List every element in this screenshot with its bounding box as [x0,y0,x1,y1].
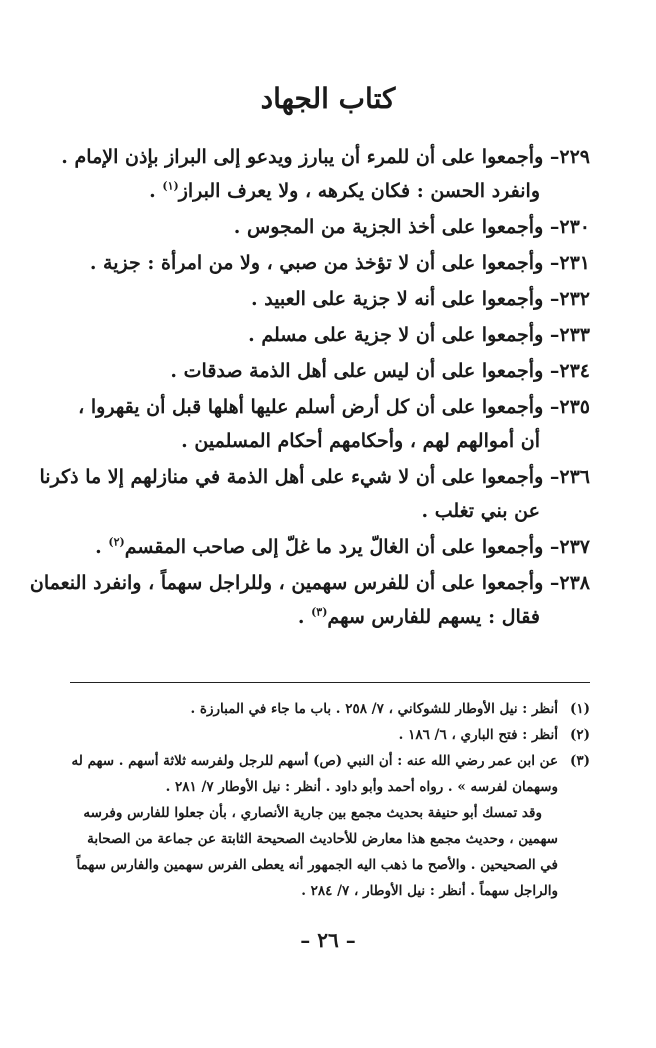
entry-text-cont: عن بني تغلب . [421,500,540,522]
footnote-mark: (١) [569,701,590,717]
entry-text-cont: وانفرد الحسن : فكان يكرهه ، ولا يعرف البراز [178,180,540,202]
entry-number: ٢٣٠ [559,216,590,238]
entry-number: ٢٣٧ [559,536,590,558]
footnote-ref: (٢) [108,535,125,549]
entry-text-cont: فقال : يسهم للفارس سهم [327,606,540,628]
entry-text: – وأجمعوا على أن لا جزية على مسلم . [248,324,560,346]
entry-233 [70,318,590,352]
entry-234 [70,354,590,388]
entry-232 [70,282,590,316]
footnote-text: أنظر : فتح الباري ، ٦/ ١٨٦ . [398,727,558,743]
entry-text: – وأجمعوا على أخذ الجزية من المجوس . [233,216,560,238]
footnote-mark: (٢) [569,727,590,743]
footnote-1 [70,696,590,722]
entry-text: – وأجمعوا على أن كل أرض أسلم عليها أهلها قبل أن يقهروا ، [78,396,560,418]
entry-number: ٢٣٤ [559,360,590,382]
footnote-mark: (٣) [569,753,590,769]
footnote-divider [70,682,590,683]
footnote-text: أنظر : نيل الأوطار للشوكاني ، ٧/ ٢٥٨ . باب ما جاء في المبارزة . [190,701,558,717]
entry-text: – وأجمعوا على أنه لا جزية على العبيد . [251,288,560,310]
entry-235 [70,390,590,458]
entry-236 [39,460,590,528]
entry-text: – وأجمعوا على أن ليس على أهل الذمة صدقات . [170,360,560,382]
footnote-text: عن ابن عمر رضي الله عنه : أن النبي (ص) أسهم للرجل ولفرسه ثلاثة أسهم . سهم له وسهمان لفرسه » . رواه أحمد وأبو داود . أنظر : نيل الأوطار ٧/ ٢٨١ . [71,753,558,795]
entries-list [29,140,590,634]
entry-text: – وأجمعوا على أن للفرس سهمين ، وللراجل سهماً ، وانفرد النعمان [29,572,560,594]
footnote-3 [70,748,590,800]
entry-number: ٢٣٦ [559,466,590,488]
entry-229: ٢٢٩– وأجمعوا على أن للمرء أن يبارز ويدعو إلى البراز بإذن الإمام . وانفرد الحسن : فكان يكرهه ، ولا يعرف البراز$^{(١)}$ . [61,146,590,202]
entry-238: ٢٣٨– وأجمعوا على أن للفرس سهمين ، وللراجل سهماً ، وانفرد النعمان فقال : يسهم للفارس سهم$^{(٣)}$ . [29,572,590,628]
entry-text: – وأجمعوا على أن لا شيء على أهل الذمة في منازلهم إلا ما ذكرنا [39,466,560,488]
footnotes [70,696,590,904]
entry-text: – وأجمعوا على أن للمرء أن يبارز ويدعو إلى البراز بإذن الإمام . [61,146,560,168]
entry-230 [70,210,590,244]
entry-number: ٢٣٥ [559,396,590,418]
chapter-title: كتاب الجهاد [260,82,396,115]
entry-number: ٢٢٩ [559,146,590,168]
entry-text: – وأجمعوا على أن الغالّ يرد ما غلّ إلى صاحب المقسم [124,536,560,558]
footnote-2 [70,722,590,748]
entry-number: ٢٣٢ [559,288,590,310]
entry-number: ٢٣٣ [559,324,590,346]
entry-number: ٢٣١ [559,252,590,274]
entry-number: ٢٣٨ [559,572,590,594]
footnote-ref: (١) [162,179,179,193]
footnote-ref: (٣) [311,605,328,619]
entry-231 [70,246,590,280]
footnote-commentary-text: وقد تمسك أبو حنيفة بحديث مجمع بين جارية الأنصاري ، بأن جعلوا للفارس وفرسه سهمين ، وحديث مجمع هذا معارض للأحاديث الصحيحة الثابتة عن جماعة من الصحابة في الصحيحين . والأصح ما ذهب اليه الجمهور أنه يعطى الفرس سهمين والفارس سهماً والراجل سهماً . أنظر : نيل الأوطار ، ٧/ ٢٨٤ . [76,805,558,899]
page-number: – ٢٦ – [300,928,356,952]
entry-237: ٢٣٧– وأجمعوا على أن الغالّ يرد ما غلّ إلى صاحب المقسم$^{(٢)}$ . [95,535,590,558]
footnote-3-commentary [70,800,590,904]
entry-text-cont: أن أموالهم لهم ، وأحكامهم أحكام المسلمين . [181,430,540,452]
entry-text: – وأجمعوا على أن لا تؤخذ من صبي ، ولا من امرأة : جزية . [89,252,560,274]
